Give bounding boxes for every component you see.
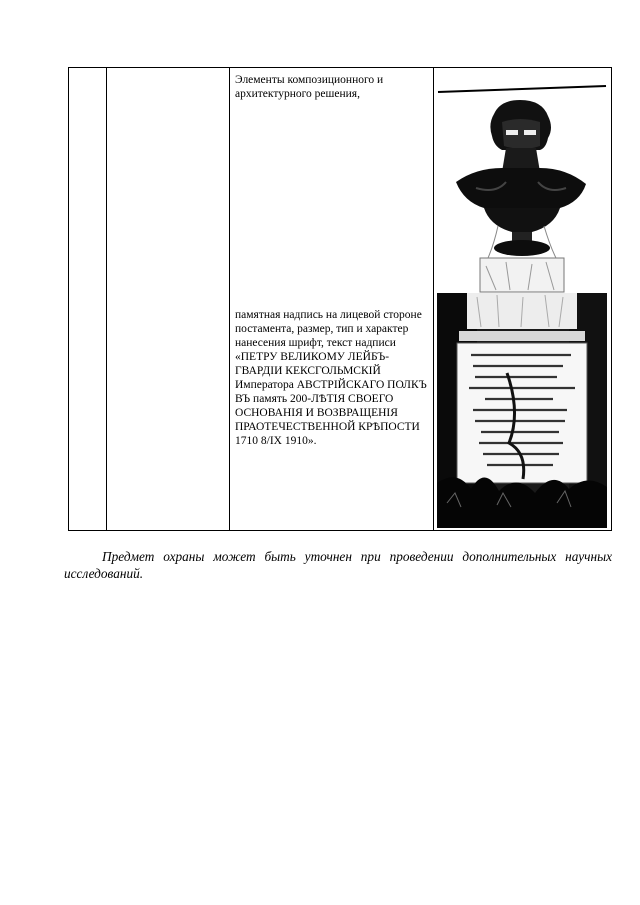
- table-cell-number: [69, 68, 107, 531]
- description-composition: Элементы композиционного и архитектурного решения,: [235, 74, 384, 100]
- table-cell-description: [230, 68, 434, 531]
- table-cell-photos: [434, 68, 612, 531]
- protection-note: Предмет охраны может быть уточнен при проведении дополнительных научных исследований.: [64, 549, 612, 581]
- description-inscription: памятная надпись на лицевой стороне постамента, размер, тип и характер нанесения шрифт, текст надписи «ПЕТРУ ВЕЛИКОМУ ЛЕЙБЪ-ГВАРДІИ КЕКСГОЛЬМСКІЙ Императора АВСТРІЙСКАГО ПОЛКЪ ВЪ память 200-ЛѢТІЯ СВОЕГО ОСНОВАНІЯ И ВОЗВРАЩЕНІЯ ПРАОТЕЧЕСТВЕННОЙ КРѢПОСТИ 1710 8/IX 1910».: [235, 309, 427, 447]
- table-row: [69, 68, 612, 531]
- protection-subject-table: [68, 67, 612, 531]
- table-cell-category: [107, 68, 230, 531]
- bust-photo: [436, 76, 608, 294]
- plaque-photo: [437, 293, 607, 528]
